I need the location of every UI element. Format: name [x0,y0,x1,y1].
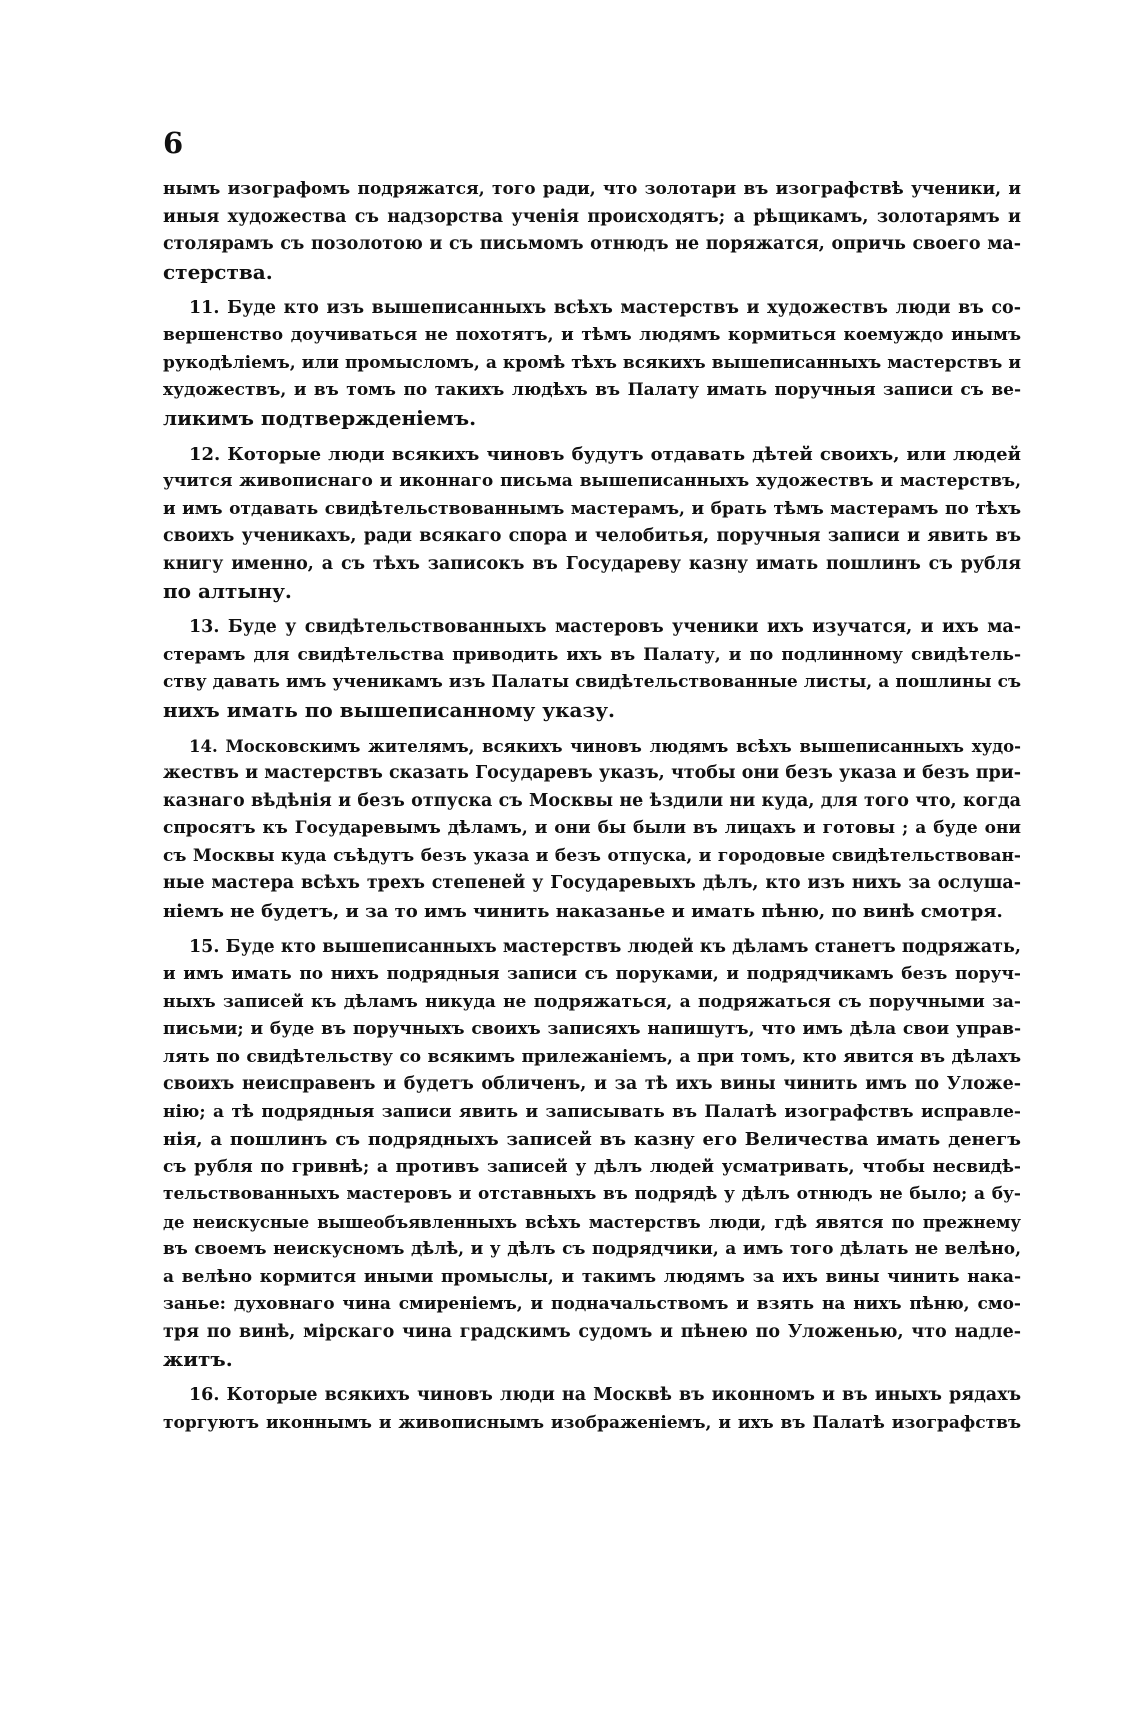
text-line: нія, а пошлинъ съ подрядныхъ записей въ казну его Величества имать денегъ [163,1129,1021,1150]
body-text [163,176,1021,1446]
text-line: ные мастера всѣхъ трехъ степеней у Государевыхъ дѣлъ, кто изъ нихъ за ослуша- [163,873,1021,893]
text-line: ству давать имъ ученикамъ изъ Палаты свидѣтельствованные листы, а пошлины съ [163,672,1021,692]
text-line: торгуютъ иконнымъ и живописнымъ изображеніемъ, и ихъ въ Палатѣ изографствъ [163,1412,1021,1433]
text-line: по алтыну. [163,579,292,603]
text-line: вершенство доучиваться не похотятъ, и тѣмъ людямъ кормиться коемуждо инымъ [163,325,1021,345]
page-number: 6 [163,126,184,160]
text-line: своихъ неисправенъ и будетъ обличенъ, и за тѣ ихъ вины чинить имъ по Уложе- [163,1074,1021,1094]
text-line: и имъ отдавать свидѣтельствованнымъ мастерамъ, и брать тѣмъ мастерамъ по тѣхъ [163,498,1021,519]
text-line: а велѣно кормится иными промыслы, и такимъ людямъ за ихъ вины чинить нака- [163,1266,1021,1287]
text-line: столярамъ съ позолотою и съ письмомъ отнюдъ не поряжатся, опричь своего ма- [163,234,1021,254]
text-line: 13. Буде у свидѣтельствованныхъ мастеровъ ученики ихъ изучатся, и ихъ ма- [189,617,1021,637]
text-line: лять по свидѣтельству со всякимъ прилежаніемъ, а при томъ, кто явится въ дѣлахъ [163,1046,1021,1067]
text-line: 15. Буде кто вышеписанныхъ мастерствъ людей къ дѣламъ станетъ подряжать, [189,936,1021,957]
text-line: 14. Московскимъ жителямъ, всякихъ чиновъ людямъ всѣхъ вышеписанныхъ худо- [189,736,1021,756]
text-line: де неискусные вышеобъявленныхъ всѣхъ мастерствъ люди, гдѣ явятся по прежнему [163,1212,1021,1232]
text-line: съ рубля по гривнѣ; а противъ записей у дѣлъ людей усматривать, чтобы несвидѣ- [163,1156,1021,1177]
paragraph [163,1382,1021,1437]
text-line: жествъ и мастерствъ сказать Государевъ указъ, чтобы они безъ указа и безъ при- [163,763,1021,783]
text-line: 12. Которые люди всякихъ чиновъ будутъ отдавать дѣтей своихъ, или людей [189,443,1021,465]
text-line: занье: духовнаго чина смиреніемъ, и подначальствомъ и взять на нихъ пѣню, смо- [163,1294,1021,1314]
text-line: письми; и буде въ поручныхъ своихъ записяхъ напишутъ, что имъ дѣла свои управ- [163,1019,1021,1039]
text-line: книгу именно, а съ тѣхъ записокъ въ Государеву казну имать пошлинъ съ рубля [163,553,1021,574]
paragraph [163,295,1021,433]
text-line: 11. Буде кто изъ вышеписанныхъ всѣхъ мастерствъ и художествъ люди въ со- [189,297,1021,318]
text-line: ніемъ не будетъ, и за то имъ чинить наказанье и имать пѣню, по винѣ смотря. [163,900,1003,922]
text-line: 16. Которые всякихъ чиновъ люди на Москвѣ въ иконномъ и въ иныхъ рядахъ [189,1385,1021,1405]
text-line: тря по винѣ, мірскаго чина градскимъ судомъ и пѣнею по Уложенью, что надле- [163,1321,1021,1342]
text-line: тельствованныхъ мастеровъ и отставныхъ въ подрядѣ у дѣлъ отнюдъ не было; а бу- [163,1184,1021,1204]
text-line: своихъ ученикахъ, ради всякаго спора и челобитья, поручныя записи и явить въ [163,526,1021,546]
text-line: съ Москвы куда съѣдутъ безъ указа и безъ отпуска, и городовые свидѣтельствован- [163,845,1021,866]
text-line: рукодѣліемъ, или промысломъ, а кромѣ тѣхъ всякихъ вышеписанныхъ мастерствъ и [163,352,1021,373]
paragraph [163,614,1021,724]
paragraph [163,441,1021,606]
text-line: казнаго вѣдѣнія и безъ отпуска съ Москвы не ѣздили ни куда, для того что, когда [163,790,1021,811]
text-line: учится живописнаго и иконнаго письма вышеписанныхъ художествъ и мастерствъ, [163,471,1021,491]
text-line: ликимъ подтвержденіемъ. [163,405,477,430]
text-line: иныя художества съ надзорства ученія происходятъ; а рѣщикамъ, золотарямъ и [163,206,1021,227]
text-line: стерамъ для свидѣтельства приводить ихъ въ Палату, и по подлинному свидѣтель- [163,644,1021,665]
paragraph [163,733,1021,926]
text-line: художествъ, и въ томъ по такихъ людѣхъ въ Палату имать поручныя записи съ ве- [163,380,1021,400]
text-line: и имъ имать по нихъ подрядныя записи съ поруками, и подрядчикамъ безъ поруч- [163,964,1021,984]
text-line: нію; а тѣ подрядныя записи явить и записывать въ Палатѣ изографствъ исправле- [163,1101,1021,1122]
text-line: житъ. [163,1347,233,1371]
text-line: стерства. [163,259,273,284]
text-line: нихъ имать по вышеписанному указу. [163,697,616,722]
paragraph [163,176,1021,286]
text-line: въ своемъ неискусномъ дѣлѣ, и у дѣлъ съ подрядчики, а имъ того дѣлать не велѣно, [163,1239,1021,1259]
text-line: спросятъ къ Государевымъ дѣламъ, и они бы были въ лицахъ и готовы ; а буде они [163,818,1021,838]
text-line: нымъ изографомъ подряжатся, того ради, что золотари въ изографствѣ ученики, и [163,179,1021,199]
text-line: ныхъ записей къ дѣламъ никуда не подряжаться, а подряжаться съ поручными за- [163,991,1021,1012]
paragraph [163,934,1021,1374]
